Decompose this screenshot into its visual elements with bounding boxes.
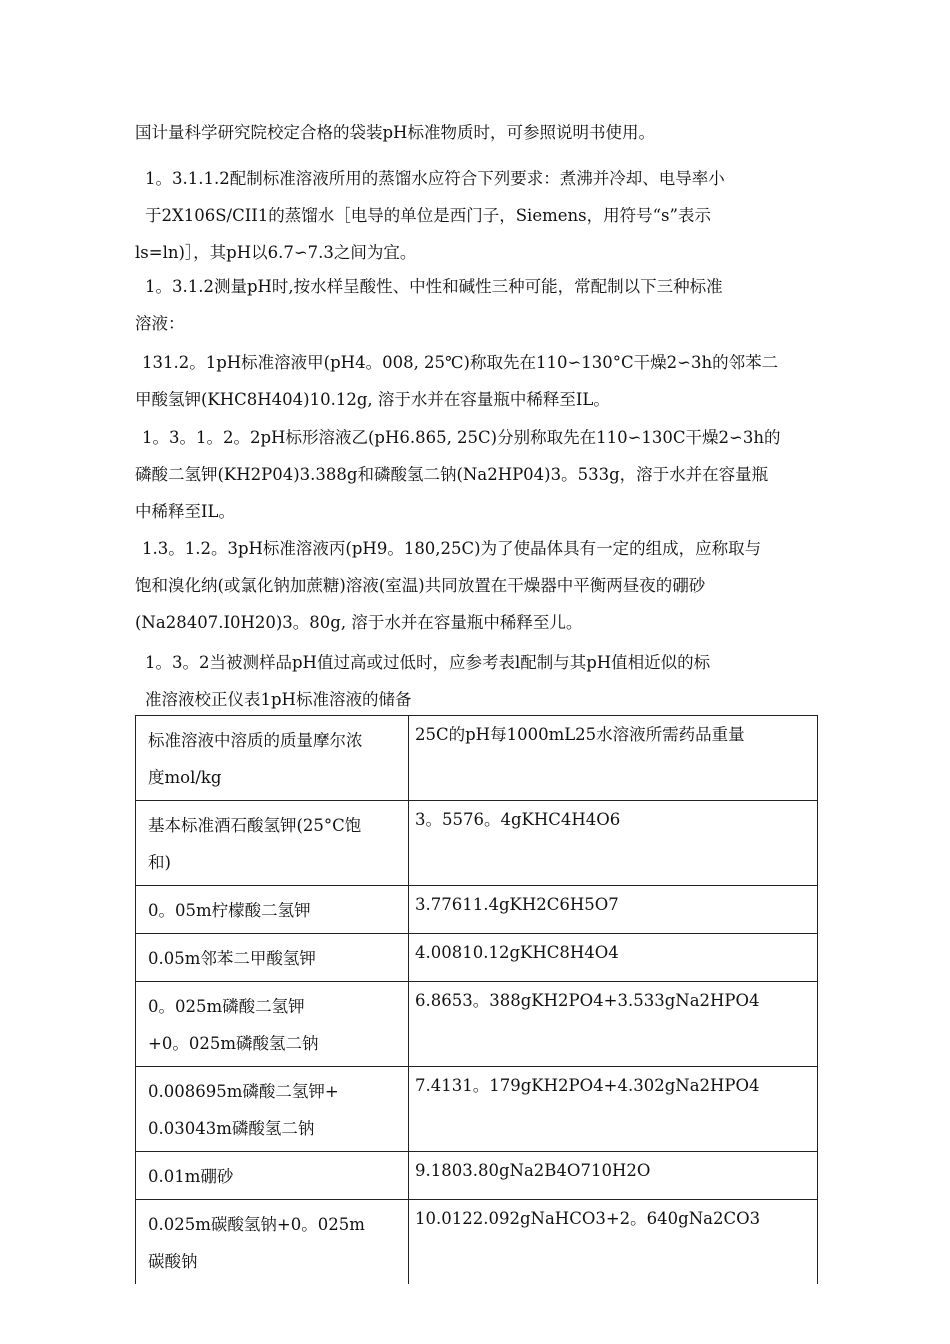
table-row xyxy=(136,982,818,1067)
text-line: 国计量科学研究院校定合格的袋装pH标准物质时，可参照说明书使用。 xyxy=(135,123,655,142)
cell-line: 10.0122.092gNaHCO3+2。640gNa2CO3 xyxy=(415,1209,761,1228)
table-row xyxy=(136,886,818,934)
table-header-cell xyxy=(136,716,409,801)
text-line: 1。3。1。2。2pH标形溶液乙(pH6.865, 25C)分别称取先在110∽130C干燥2∽3h的 xyxy=(142,428,781,447)
table-cell xyxy=(136,1067,409,1152)
paragraph-solution-b xyxy=(135,419,818,530)
cell-line: 7.4131。179gKH2PO4+4.302gNa2HPO4 xyxy=(415,1076,760,1095)
paragraph-3-2 xyxy=(145,644,818,718)
cell-line: 9.1803.80gNa2B4O710H2O xyxy=(415,1161,651,1180)
text-line: 131.2。1pH标准溶液甲(pH4。008, 25℃)称取先在110∽130°C干燥2∽3h的邻苯二 xyxy=(142,353,779,372)
table-row xyxy=(136,801,818,886)
table-row xyxy=(136,1152,818,1200)
paragraph-3-1-2 xyxy=(135,268,818,342)
text-line: 饱和溴化纳(或氯化钠加蔗糖)溶液(室温)共同放置在干燥器中平衡两昼夜的硼砂 xyxy=(135,576,706,595)
table-cell xyxy=(136,982,409,1067)
cell-line: 0.01m硼砂 xyxy=(148,1167,234,1186)
table-cell xyxy=(409,886,818,934)
cell-line: 0.03043m磷酸氢二钠 xyxy=(148,1119,315,1138)
cell-line: 度mol/kg xyxy=(148,768,222,787)
text-line: ls=ln)］，其pH以6.7∽7.3之间为宜。 xyxy=(135,243,417,262)
table-cell xyxy=(409,1067,818,1152)
table-cell xyxy=(409,934,818,982)
paragraph-solution-a xyxy=(135,344,818,418)
table-cell xyxy=(136,934,409,982)
table-cell xyxy=(409,1200,818,1285)
table-cell xyxy=(409,801,818,886)
table-cell xyxy=(136,1152,409,1200)
cell-line: 25C的pH每1000mL25水溶液所需药品重量 xyxy=(415,725,745,744)
table-cell xyxy=(136,1200,409,1285)
paragraph-intro xyxy=(135,114,818,151)
cell-line: 0.025m碳酸氢钠+0。025m xyxy=(148,1215,365,1234)
paragraph-3-1-1-2 xyxy=(135,160,818,271)
table-cell xyxy=(409,1152,818,1200)
text-line: 1.3。1.2。3pH标准溶液丙(pH9。180,25C)为了使晶体具有一定的组成，应称取与 xyxy=(142,539,762,558)
text-line: 1。3。2当被测样品pH值过高或过低时，应参考表l配制与其pH值相近似的标 xyxy=(145,653,711,672)
cell-line: 标准溶液中溶质的质量摩尔浓 xyxy=(148,731,363,750)
cell-line: 0。05m柠檬酸二氢钾 xyxy=(148,901,311,920)
text-line: (Na28407.I0H20)3。80g, 溶于水并在容量瓶中稀释至儿。 xyxy=(135,613,583,632)
table-row xyxy=(136,1200,818,1285)
cell-line: 0.008695m磷酸二氢钾+ xyxy=(148,1082,339,1101)
cell-line: 和) xyxy=(148,853,171,872)
text-line: 溶液： xyxy=(135,314,185,333)
table-header-row xyxy=(136,716,818,801)
text-line: 1。3.1.2测量pH时,按水样呈酸性、中性和碱性三种可能，常配制以下三种标准 xyxy=(145,277,723,296)
table-row xyxy=(136,1067,818,1152)
text-line: 磷酸二氢钾(KH2P04)3.388g和磷酸氢二钠(Na2HP04)3。533g，溶于水并在容量瓶 xyxy=(135,465,769,484)
text-line: 中稀释至IL。 xyxy=(135,502,235,521)
cell-line: 6.8653。388gKH2PO4+3.533gNa2HPO4 xyxy=(415,991,760,1010)
text-line: 准溶液校正仪表1pH标准溶液的储备 xyxy=(145,690,412,709)
cell-line: 3.77611.4gKH2C6H5O7 xyxy=(415,895,619,914)
table-row xyxy=(136,934,818,982)
cell-line: 0。025m磷酸二氢钾 xyxy=(148,997,305,1016)
cell-line: 3。5576。4gKHC4H4O6 xyxy=(415,810,621,829)
text-line: 甲酸氢钾(KHC8H404)10.12g, 溶于水并在容量瓶中稀释至IL。 xyxy=(135,390,610,409)
cell-line: +0。025m磷酸氢二钠 xyxy=(148,1034,319,1053)
paragraph-solution-c xyxy=(135,530,818,641)
table-header-cell xyxy=(409,716,818,801)
text-line: 1。3.1.1.2配制标准溶液所用的蒸馏水应符合下列要求：煮沸并冷却、电导率小 xyxy=(145,169,725,188)
table-cell xyxy=(409,982,818,1067)
cell-line: 碳酸钠 xyxy=(148,1252,198,1271)
cell-line: 基本标准酒石酸氢钾(25°C饱 xyxy=(148,816,362,835)
cell-line: 4.00810.12gKHC8H4O4 xyxy=(415,943,619,962)
ph-standard-table xyxy=(135,715,818,1284)
cell-line: 0.05m邻苯二甲酸氢钾 xyxy=(148,949,316,968)
table-cell xyxy=(136,886,409,934)
table-cell xyxy=(136,801,409,886)
text-line: 于2X106S/CII1的蒸馏水［电导的单位是西门子，Siemens，用符号“s”表示 xyxy=(145,206,711,225)
